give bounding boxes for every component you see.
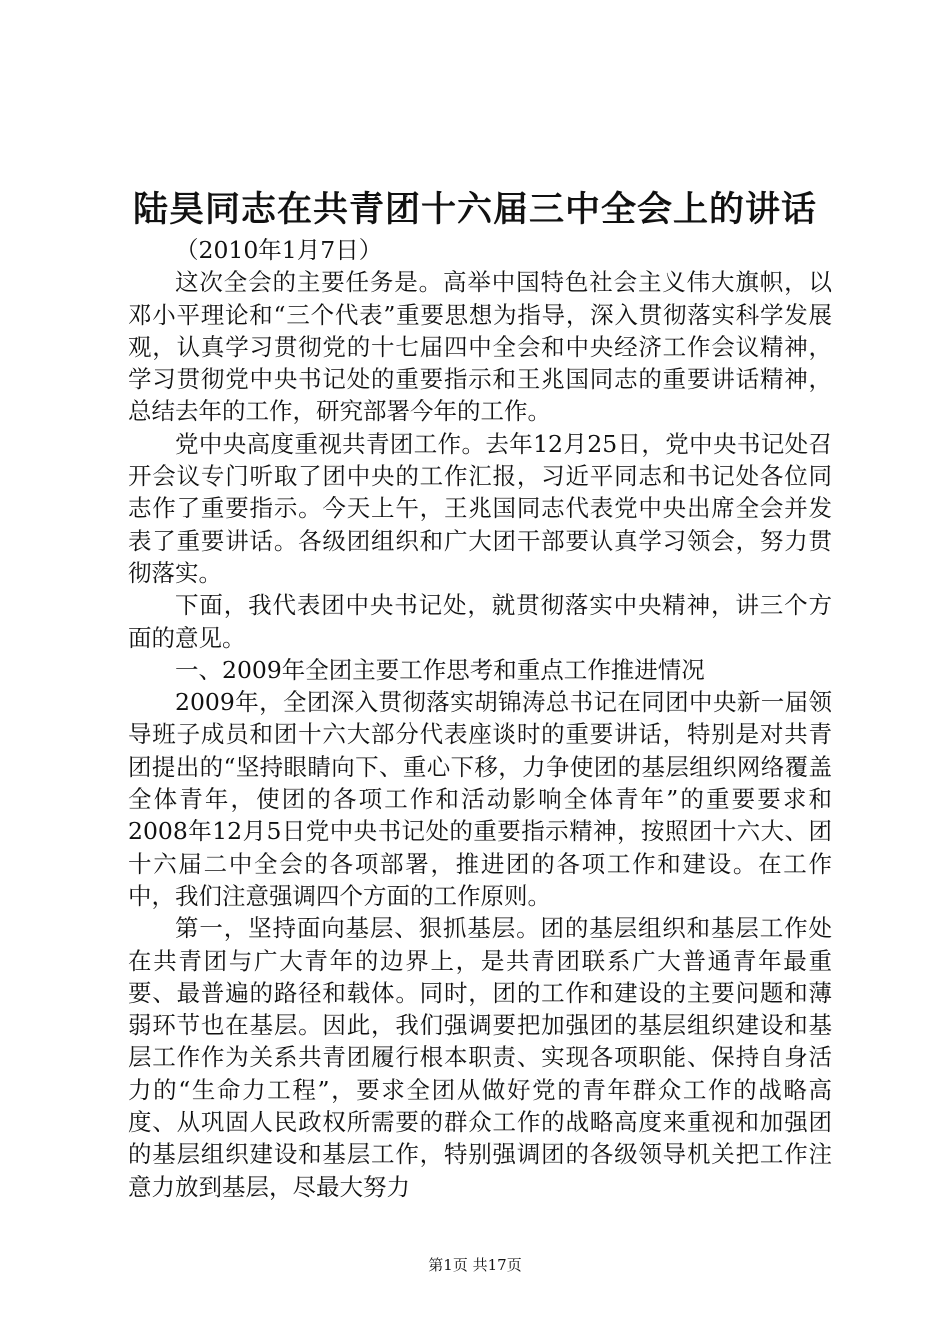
document-title: 陆昊同志在共青团十六届三中全会上的讲话 [132,189,817,230]
body-paragraph: 第一，坚持面向基层、狠抓基层。团的基层组织和基层工作处在共青团与广大青年的边界上，是共青团联系广大普通青年最重要、最普遍的路径和载体。同时，团的工作和建设的主要问题和薄弱环节也在基层。因此，我们强调要把加强团的基层组织建设和基层工作作为关系共青团履行根本职责、实现各项职能、保持自身活力的“生命力工程”，要求全团从做好党的青年群众工作的战略高度、从巩固人民政权所需要的群众工作的战略高度来重视和加强团的基层组织建设和基层工作，特别强调团的各级领导机关把工作注意力放到基层，尽最大努力 [128,914,832,1201]
body-paragraph: 下面，我代表团中央书记处，就贯彻落实中央精神，讲三个方面的意见。 [128,591,832,652]
date-line: （2010年1月7日） [175,236,383,264]
document-body [128,234,832,1203]
body-paragraph: 党中央高度重视共青团工作。去年12月25日，党中央书记处召开会议专门听取了团中央的工作汇报，习近平同志和书记处各位同志作了重要指示。今天上午，王兆国同志代表党中央出席全会并发表了重要讲话。各级团组织和广大团干部要认真学习领会，努力贯彻落实。 [128,429,832,587]
body-paragraph: 2009年，全团深入贯彻落实胡锦涛总书记在同团中央新一届领导班子成员和团十六大部分代表座谈时的重要讲话，特别是对共青团提出的“坚持眼睛向下、重心下移，力争使团的基层组织网络覆盖全体青年，使团的各项工作和活动影响全体青年”的重要要求和2008年12月5日党中央书记处的重要指示精神，按照团十六大、团十六届二中全会的各项部署，推进团的各项工作和建设。在工作中，我们注意强调四个方面的工作原则。 [128,688,832,910]
page-number-footer: 第1页 共17页 [428,1256,522,1274]
section-heading: 一、2009年全团主要工作思考和重点工作推进情况 [175,655,705,684]
body-paragraph: 这次全会的主要任务是。高举中国特色社会主义伟大旗帜，以邓小平理论和“三个代表”重要思想为指导，深入贯彻落实科学发展观，认真学习贯彻党的十七届四中全会和中央经济工作会议精神，学习贯彻党中央书记处的重要指示和王兆国同志的重要讲话精神，总结去年的工作，研究部署今年的工作。 [128,268,832,426]
